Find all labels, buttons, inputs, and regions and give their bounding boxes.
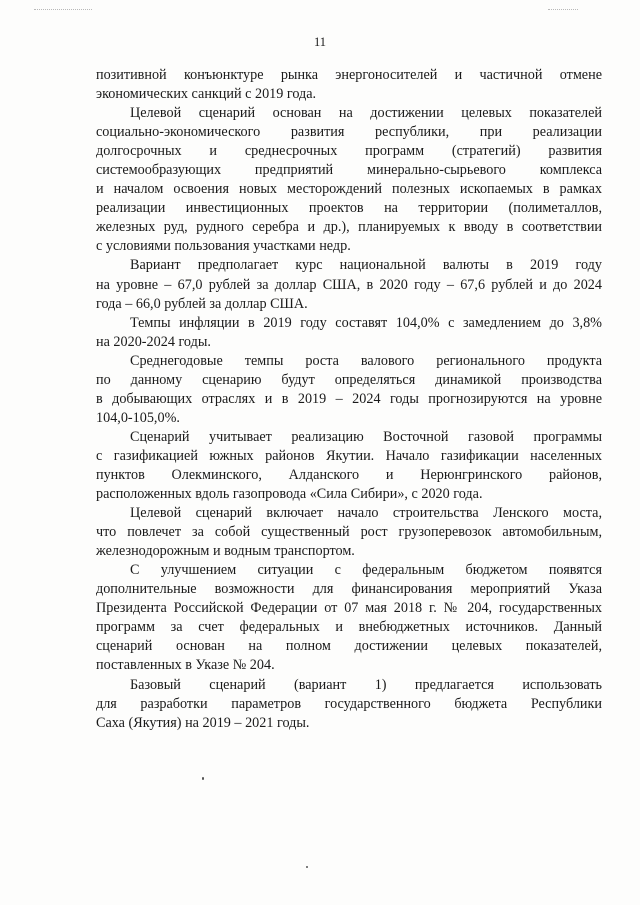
scan-speck bbox=[202, 777, 204, 780]
text-line: Базовый сценарий (вариант 1) предлагается использовать bbox=[130, 676, 602, 693]
text-line: позитивной конъюнктуре рынка энергоносителей и частичной отмене bbox=[96, 67, 602, 83]
text-line: по данному сценарию будут определяться динамикой производства bbox=[96, 371, 602, 388]
text-line: Темпы инфляции в 2019 году составят 104,0% с замедлением до 3,8% bbox=[130, 314, 602, 331]
text-line: Президента Российской Федерации от 07 мая 2018 г. № 204, государственных bbox=[96, 600, 602, 617]
scan-artifact bbox=[34, 9, 92, 11]
paragraph bbox=[96, 561, 602, 675]
scan-artifact bbox=[548, 9, 578, 11]
paragraph bbox=[96, 676, 602, 733]
text-line: с газификацией южных районов Якутии. Начало газификации населенных bbox=[96, 447, 602, 464]
text-line: реализации инвестиционных проектов на территории (полиметаллов, bbox=[96, 200, 602, 217]
text-line: системообразующих предприятий минерально-сырьевого комплекса bbox=[96, 162, 602, 179]
text-line: Целевой сценарий основан на достижении целевых показателей bbox=[130, 105, 602, 122]
text-line: железных руд, рудного серебра и др.), планируемых к вводу в соответствии bbox=[96, 219, 602, 236]
text-line: для разработки параметров государственного бюджета Республики bbox=[96, 695, 602, 712]
text-line: сценарий основан на полном достижении целевых показателей, bbox=[96, 638, 602, 655]
text-line: 104,0-105,0%. bbox=[96, 409, 180, 426]
text-line: с условиями пользования участками недр. bbox=[96, 238, 351, 255]
text-line: Среднегодовые темпы роста валового регионального продукта bbox=[130, 352, 602, 369]
text-line: дополнительные возможности для финансирования мероприятий Указа bbox=[96, 581, 602, 598]
text-line: что повлечет за собой существенный рост грузоперевозок автомобильным, bbox=[96, 524, 602, 541]
text-line: Вариант предполагает курс национальной валюты в 2019 году bbox=[130, 257, 602, 274]
text-line: на уровне – 67,0 рублей за доллар США, в 2020 году – 67,6 рублей и до 2024 bbox=[96, 276, 602, 293]
text-line: долгосрочных и среднесрочных программ (стратегий) развития bbox=[96, 143, 602, 160]
text-line: поставленных в Указе № 204. bbox=[96, 657, 275, 674]
text-line: пунктов Олекминского, Алданского и Нерюнгринского районов, bbox=[96, 466, 602, 483]
text-line: в добывающих отраслях и в 2019 – 2024 годы прогнозируются на уровне bbox=[96, 390, 602, 407]
paragraph bbox=[96, 256, 602, 313]
paragraph bbox=[96, 104, 602, 256]
text-line: и началом освоения новых месторождений полезных ископаемых в рамках bbox=[96, 181, 602, 198]
text-line: Сценарий учитывает реализацию Восточной газовой программы bbox=[130, 428, 602, 445]
text-line: Саха (Якутия) на 2019 – 2021 годы. bbox=[96, 714, 310, 731]
text-line: Целевой сценарий включает начало строительства Ленского моста, bbox=[130, 505, 602, 522]
paragraph bbox=[96, 428, 602, 504]
paragraph bbox=[96, 66, 602, 104]
text-line: на 2020-2024 годы. bbox=[96, 333, 211, 350]
text-line: года – 66,0 рублей за доллар США. bbox=[96, 295, 308, 312]
text-line: социально-экономического развития республики, при реализации bbox=[96, 124, 602, 141]
body-text bbox=[96, 66, 602, 733]
paragraph bbox=[96, 352, 602, 428]
text-line: экономических санкций с 2019 года. bbox=[96, 86, 317, 103]
text-line: расположенных вдоль газопровода «Сила Сибири», с 2020 года. bbox=[96, 486, 483, 503]
text-line: программ за счет федеральных и внебюджетных источников. Данный bbox=[96, 619, 602, 636]
scan-speck bbox=[306, 866, 308, 868]
text-line: С улучшением ситуации с федеральным бюджетом появятся bbox=[130, 562, 602, 579]
paragraph bbox=[96, 504, 602, 561]
page-number: 11 bbox=[313, 35, 327, 49]
text-line: железнодорожным и водным транспортом. bbox=[96, 543, 355, 560]
paragraph bbox=[96, 314, 602, 352]
